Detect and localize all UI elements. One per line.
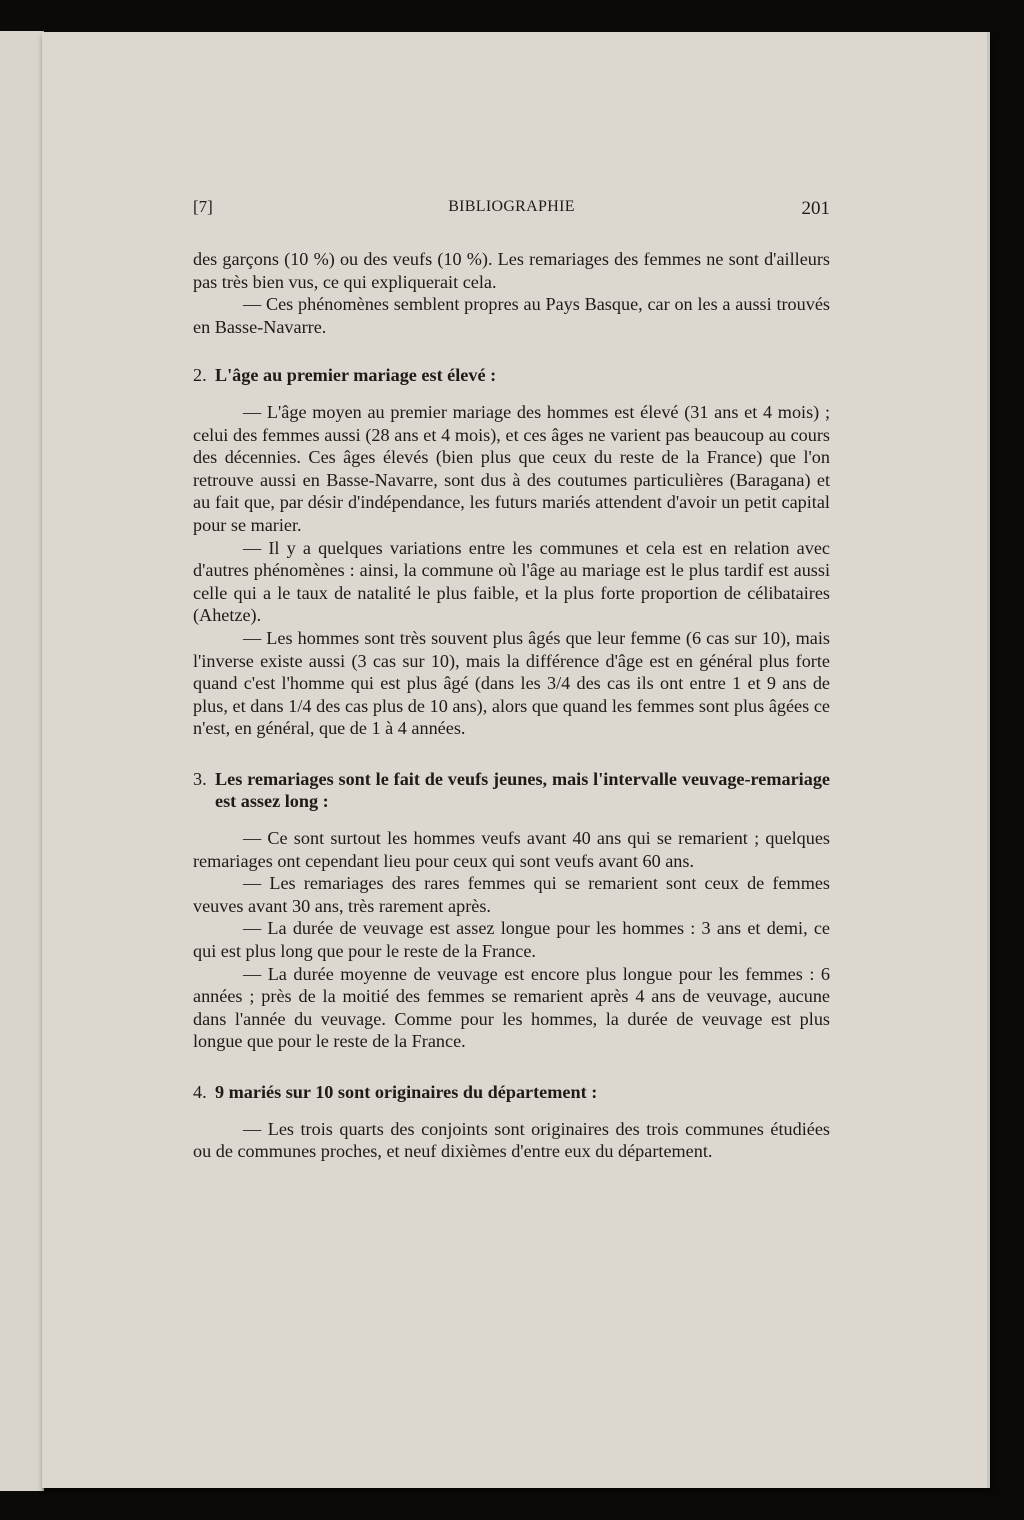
section-title: Les remariages sont le fait de veufs jeunes, mais l'intervalle veuvage-remariage est assez long : <box>215 768 830 812</box>
paragraph: — La durée de veuvage est assez longue pour les hommes : 3 ans et demi, ce qui est plus long que pour le reste de la France. <box>193 918 830 962</box>
book-page <box>42 32 990 1488</box>
running-head <box>193 195 830 221</box>
intro-paragraph-2: — Ces phénomènes semblent propres au Pays Basque, car on les a aussi trouvés en Basse-Navarre. <box>193 294 830 337</box>
section-heading-4 <box>193 1081 830 1104</box>
section-title: 9 mariés sur 10 sont originaires du département : <box>215 1082 598 1102</box>
paragraph: — Les remariages des rares femmes qui se remarient sont ceux de femmes veuves avant 30 ans, très rarement après. <box>193 873 830 916</box>
previous-page-edge <box>0 31 44 1491</box>
paragraph: — Ce sont surtout les hommes veufs avant 40 ans qui se remarient ; quelques remariages ont cependant lieu pour ceux qui sont veufs avant 60 ans. <box>193 828 830 871</box>
paragraph: — Les trois quarts des conjoints sont originaires des trois communes étudiées ou de communes proches, et neuf dixièmes d'entre eux du département. <box>193 1118 830 1162</box>
paragraph: — L'âge moyen au premier mariage des hommes est élevé (31 ans et 4 mois) ; celui des femmes aussi (28 ans et 4 mois), et ces âges ne varient pas beaucoup au cours des décennies. Ces âges élevés (bien plus que ceux du reste de la France) que l'on retrouve aussi en Basse-Navarre, sont dus à des coutumes particulières (Baragana) et au fait que, par désir d'indépendance, les futurs mariés attendent d'avoir un petit capital pour se marier. <box>193 401 830 535</box>
page-edge <box>987 32 990 1488</box>
section-number: 3. <box>193 768 207 789</box>
section-heading-2 <box>193 364 830 387</box>
paragraph: — Les hommes sont très souvent plus âgés que leur femme (6 cas sur 10), mais l'inverse existe aussi (3 cas sur 10), mais la différence d'âge est en général plus forte quand c'est l'homme qui est plus âgé (dans les 3/4 des cas ils ont entre 1 et 9 ans de plus, et dans 1/4 des cas plus de 10 ans), alors que quand les femmes sont plus âgées ce n'est, en général, que de 1 à 4 années. <box>193 627 830 739</box>
page-number: 201 <box>801 198 830 219</box>
section-heading-3 <box>193 768 830 813</box>
running-title: BIBLIOGRAPHIE <box>448 198 575 215</box>
section-number: 4. <box>193 1082 207 1102</box>
page-body <box>193 248 830 1163</box>
paragraph: — Il y a quelques variations entre les communes et cela est en relation avec d'autres phénomènes : ainsi, la commune où l'âge au mariage est le plus tardif est aussi celle qui a le taux de natalité le plus faible, et la plus forte proportion de célibataires (Ahetze). <box>193 537 830 626</box>
intro-paragraph-1: des garçons (10 %) ou des veufs (10 %). Les remariages des femmes ne sont d'ailleurs pas très bien vus, ce qui expliquerait cela. <box>193 249 830 292</box>
section-marker: [7] <box>193 197 213 216</box>
section-number: 2. <box>193 365 207 386</box>
section-title: L'âge au premier mariage est élevé : <box>215 365 497 386</box>
paragraph: — La durée moyenne de veuvage est encore plus longue pour les femmes : 6 années ; près de la moitié des femmes se remarient après 4 ans de veuvage, aucune dans l'année du veuvage. Comme pour les hommes, la durée de veuvage est plus longue que pour le reste de la France. <box>193 963 830 1052</box>
